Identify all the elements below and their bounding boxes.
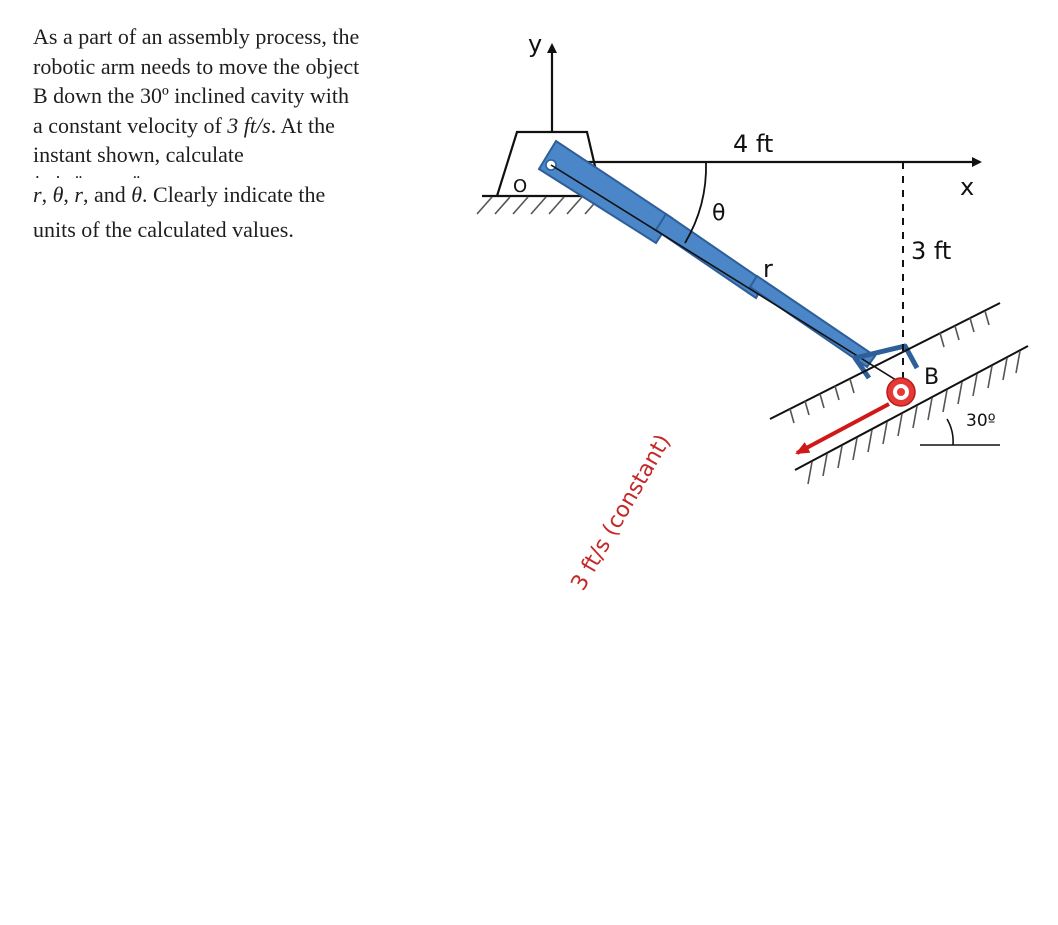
robotic-arm	[539, 141, 896, 380]
incline-angle-label: 30º	[966, 411, 996, 431]
velocity-label: 3 ft/s (constant)	[566, 430, 677, 595]
velocity-value: 3 ft/s	[227, 112, 271, 138]
theta-dot: ˙ θ	[53, 180, 64, 210]
theta-label: θ	[712, 201, 726, 226]
problem-line-3: B down the 30º inclined cavity with	[33, 83, 349, 108]
line-4-prefix: a constant velocity of	[33, 112, 228, 138]
problem-line-2: robotic arm needs to move the object	[33, 53, 360, 79]
r-double-dot: ¨ r	[74, 180, 83, 210]
vars-suffix: . Clearly indicate the	[142, 181, 326, 207]
problem-line-5: instant shown, calculate	[33, 142, 244, 167]
vars-and: , and	[82, 181, 132, 207]
line-4-suffix: . At the	[270, 112, 335, 138]
horizontal-distance-label: 4 ft	[733, 130, 774, 158]
arm-length-label: r	[763, 255, 773, 283]
vertical-distance-label: 3 ft	[911, 237, 952, 265]
object-b	[887, 378, 915, 406]
x-axis-label: x	[960, 173, 975, 201]
y-axis-label: y	[528, 30, 543, 58]
point-b-label: B	[924, 365, 940, 390]
incline-angle-arc	[947, 419, 953, 445]
problem-line-1: As a part of an assembly process, the	[33, 24, 360, 49]
problem-line-7: units of the calculated values.	[33, 217, 294, 242]
r-dot: ˙ r	[33, 180, 42, 210]
velocity-arrow	[797, 404, 889, 453]
problem-variables-line: ˙ r, ˙ θ, ¨ r, and ¨ θ. Clearly indicate the	[33, 180, 453, 210]
theta-double-dot: ¨ θ	[131, 180, 142, 210]
origin-label: O	[513, 176, 528, 197]
